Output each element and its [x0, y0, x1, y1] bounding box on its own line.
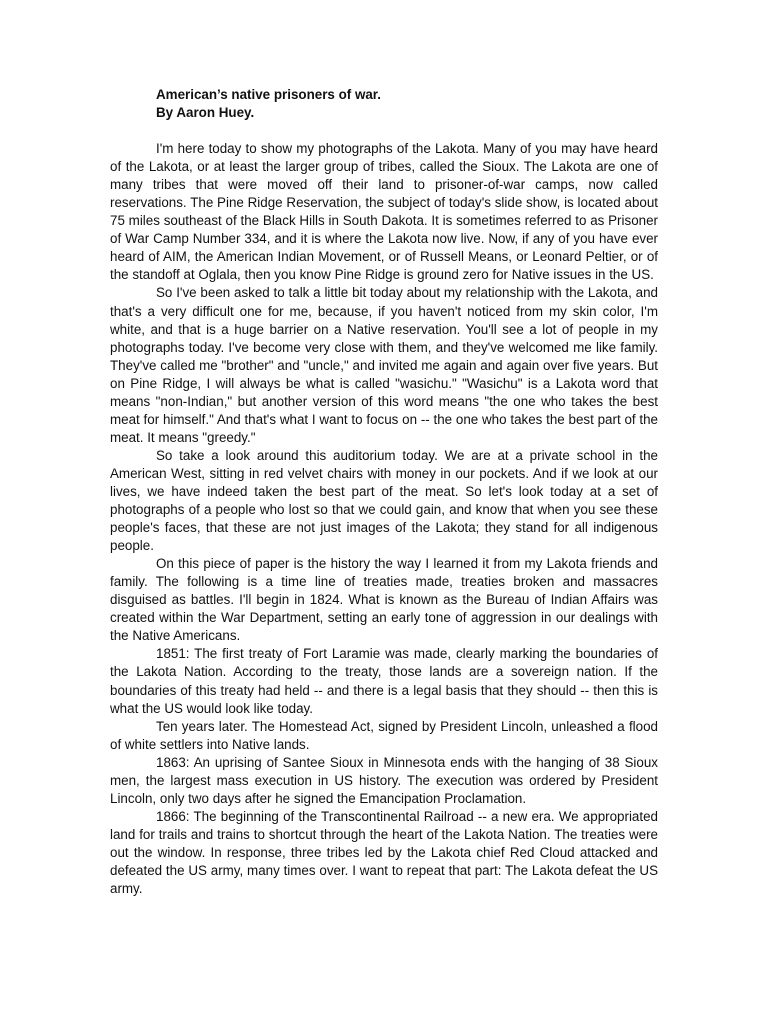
paragraph: So I've been asked to talk a little bit today about my relationship with the Lakota, and that's a very difficult one for me, because, if you haven't noticed from my skin color, I'm white, and that is a huge barrier on a Native reservation. You'll see a lot of people in my photographs today. I've become very close with them, and they've welcomed me like family. They've called me "brother" and "uncle," and invited me again and again over five years. But on Pine Ridge, I will always be what is called "wasichu." "Wasichu" is a Lakota word that means "non-Indian," but another version of this word means "the one who takes the best meat for himself." And that's what I want to focus on -- the one who takes the best part of the meat. It means "greedy.": [110, 285, 658, 445]
paragraph: So take a look around this auditorium today. We are at a private school in the American West, sitting in red velvet chairs with money in our pockets. And if we look at our lives, we have indeed taken the best part of the meat. So let's look today at a set of photographs of a people who lost so that we could gain, and know that when you see these people's faces, that these are not just images of the Lakota; they stand for all indigenous people.: [110, 447, 658, 554]
paragraph: On this piece of paper is the history the way I learned it from my Lakota friends and family. The following is a time line of treaties made, treaties broken and massacres disguised as battles. I'll begin in 1824. What is known as the Bureau of Indian Affairs was created within the War Department, setting an early tone of aggression in our dealings with the Native Americans.: [110, 556, 658, 644]
paragraph: Ten years later. The Homestead Act, signed by President Lincoln, unleashed a flood of white settlers into Native lands.: [110, 718, 658, 752]
document-author: By Aaron Huey.: [156, 105, 255, 121]
paragraph: 1866: The beginning of the Transcontinental Railroad -- a new era. We appropriated land for trails and trains to shortcut through the heart of the Lakota Nation. The treaties were out the window. In response, three tribes led by the Lakota chief Red Cloud attacked and defeated the US army, many times over. I want to repeat that part: The Lakota defeat the US army.: [110, 808, 658, 897]
paragraph: 1863: An uprising of Santee Sioux in Minnesota ends with the hanging of 38 Sioux men, the largest mass execution in US history. The execution was ordered by President Lincoln, only two days after he signed the Emancipation Proclamation.: [110, 754, 658, 806]
title-spacer: [110, 122, 658, 140]
paragraph: 1851: The first treaty of Fort Laramie was made, clearly marking the boundaries of the Lakota Nation. According to the treaty, those lands are a sovereign nation. If the boundaries of this treaty had held -- and there is a legal basis that they should -- then this is what the US would look like today.: [110, 646, 658, 716]
document-page: [110, 86, 658, 898]
document-title: American’s native prisoners of war.: [156, 87, 381, 102]
paragraph: I'm here today to show my photographs of the Lakota. Many of you may have heard of the Lakota, or at least the larger group of tribes, called the Sioux. The Lakota are one of many tribes that were moved off their land to prisoner-of-war camps, now called reservations. The Pine Ridge Reservation, the subject of today's slide show, is located about 75 miles southeast of the Black Hills in South Dakota. It is sometimes referred to as Prisoner of War Camp Number 334, and it is where the Lakota now live. Now, if any of you have ever heard of AIM, the American Indian Movement, or of Russell Means, or Leonard Peltier, or of the standoff at Oglala, then you know Pine Ridge is ground zero for Native issues in the US.: [110, 141, 658, 283]
